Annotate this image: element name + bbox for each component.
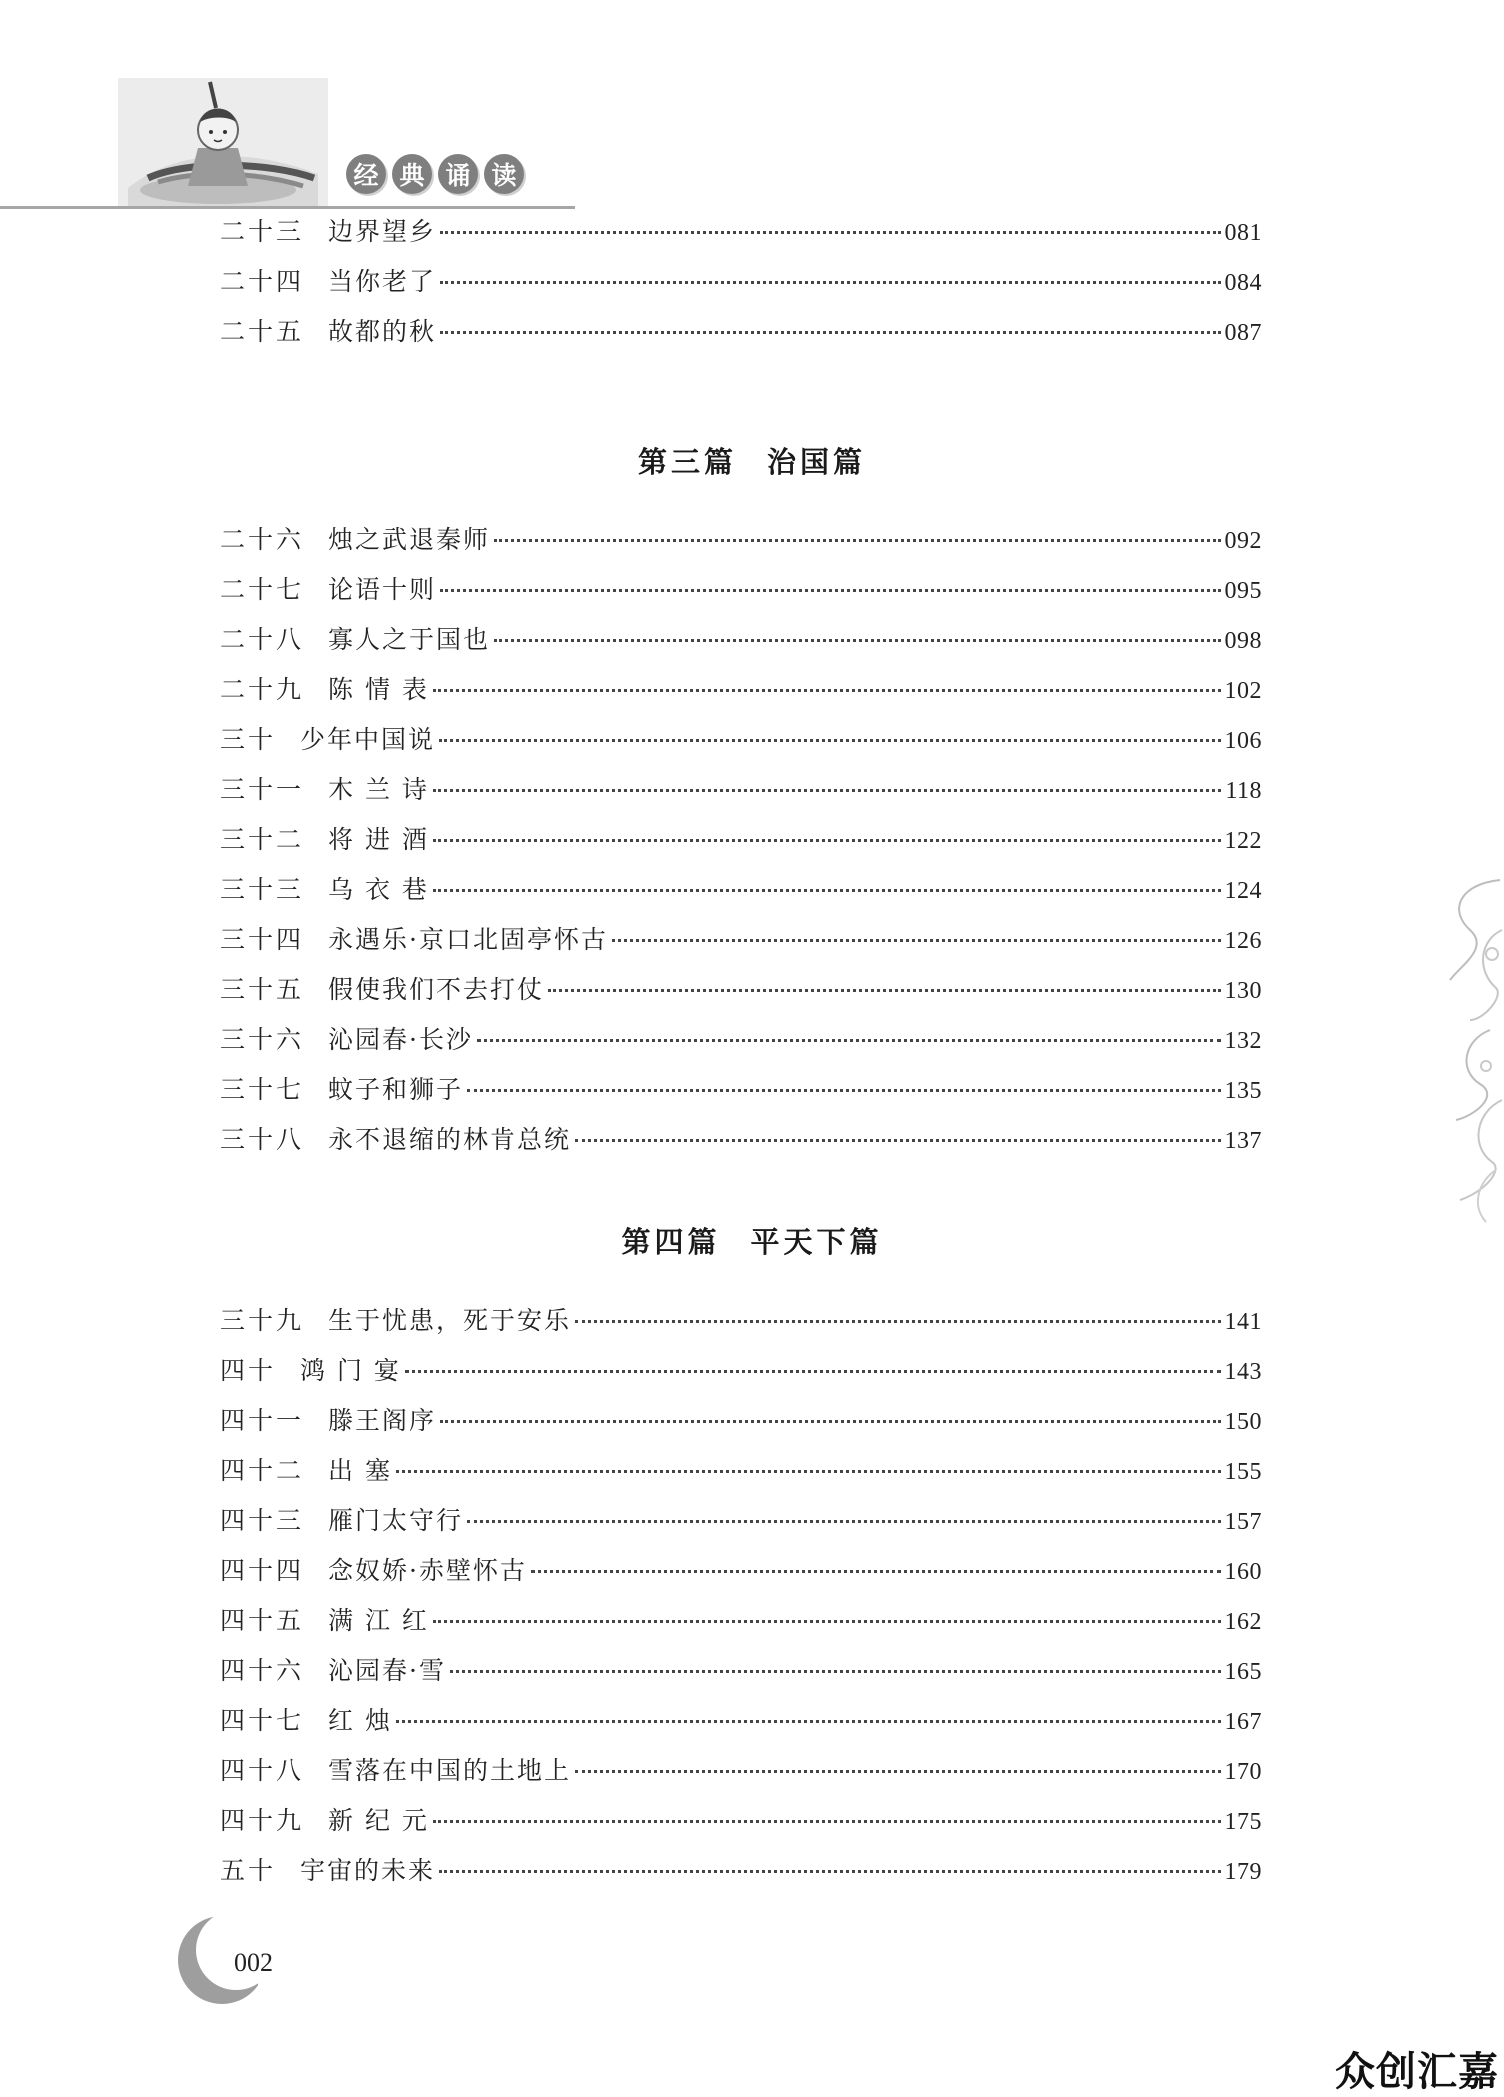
leader-dots: [494, 639, 1220, 642]
right-margin-ornament: [1440, 870, 1504, 1230]
entry-number: 四十九: [220, 1806, 305, 1835]
leader-dots: [477, 1039, 1221, 1042]
entry-page: 095: [1224, 578, 1262, 604]
title-char: 经: [346, 154, 386, 194]
leader-dots: [396, 1720, 1221, 1723]
entry-page: 137: [1224, 1128, 1262, 1154]
entry-page: 126: [1224, 928, 1262, 954]
entry-number: 三十: [220, 725, 277, 754]
entry-title: 出 塞: [328, 1456, 392, 1485]
entry-number: 四十五: [220, 1606, 305, 1635]
toc-entry: [220, 1596, 1262, 1646]
toc-entry: [220, 207, 1262, 257]
entry-number: 四十一: [220, 1406, 305, 1435]
entry-title: 满 江 红: [328, 1606, 429, 1635]
entry-title: 陈 情 表: [328, 675, 429, 704]
leader-dots: [548, 989, 1220, 992]
entry-title: 新 纪 元: [328, 1806, 429, 1835]
toc-entry: [220, 965, 1262, 1015]
entry-page: 118: [1225, 778, 1262, 804]
entry-page: 160: [1224, 1559, 1262, 1585]
entry-title: 论语十则: [328, 575, 437, 604]
entry-number: 四十三: [220, 1506, 305, 1535]
entry-number: 二十六: [220, 525, 305, 554]
leader-dots: [467, 1089, 1220, 1092]
entry-page: 130: [1224, 978, 1262, 1004]
entry-page: 106: [1224, 728, 1262, 754]
entry-title: 红 烛: [328, 1706, 392, 1735]
entry-title: 念奴娇·赤壁怀古: [328, 1556, 527, 1585]
toc-entry: [220, 765, 1262, 815]
entry-number: 三十七: [220, 1075, 305, 1104]
entry-number: 三十三: [220, 875, 305, 904]
entry-number: 三十二: [220, 825, 305, 854]
leader-dots: [440, 281, 1220, 284]
entry-title: 沁园春·长沙: [328, 1025, 473, 1054]
entry-number: 三十五: [220, 975, 305, 1004]
entry-page: 155: [1224, 1459, 1262, 1485]
entry-page: 098: [1224, 628, 1262, 654]
toc-entry: [220, 257, 1262, 307]
entry-number: 二十八: [220, 625, 305, 654]
section-heading: [0, 440, 1504, 481]
title-char: 诵: [438, 154, 478, 194]
leader-dots: [396, 1470, 1221, 1473]
section-name: 治国篇: [767, 445, 867, 479]
section-part: 第三篇: [637, 445, 737, 479]
toc-list: [220, 1296, 1262, 1896]
entry-number: 四十二: [220, 1456, 305, 1485]
entry-title: 宇宙的未来: [300, 1856, 436, 1885]
entry-number: 五十: [220, 1856, 277, 1885]
toc-entry: [220, 1115, 1262, 1165]
leader-dots: [433, 889, 1221, 892]
entry-page: 170: [1224, 1759, 1262, 1785]
title-char: 读: [484, 154, 524, 194]
entry-title: 乌 衣 巷: [328, 875, 429, 904]
entry-title: 永不退缩的林肯总统: [328, 1125, 572, 1154]
entry-page: 081: [1224, 220, 1262, 246]
entry-page: 092: [1224, 528, 1262, 554]
toc-entry: [220, 1346, 1262, 1396]
entry-title: 寡人之于国也: [328, 625, 491, 654]
entry-number: 二十七: [220, 575, 305, 604]
entry-page: 141: [1224, 1309, 1262, 1335]
entry-page: 102: [1224, 678, 1262, 704]
toc-entry: [220, 865, 1262, 915]
toc-entry: [220, 1696, 1262, 1746]
leader-dots: [575, 1139, 1220, 1142]
toc-entry: [220, 1396, 1262, 1446]
toc-list: [220, 207, 1262, 357]
toc-entry: [220, 565, 1262, 615]
leader-dots: [433, 789, 1221, 792]
leader-dots: [439, 739, 1220, 742]
entry-title: 永遇乐·京口北固亭怀古: [328, 925, 608, 954]
entry-number: 三十四: [220, 925, 305, 954]
leader-dots: [575, 1770, 1220, 1773]
entry-page: 150: [1224, 1409, 1262, 1435]
toc-entry: [220, 1846, 1262, 1896]
entry-number: 二十九: [220, 675, 305, 704]
entry-title: 生于忧患，死于安乐: [328, 1306, 572, 1335]
leader-dots: [467, 1520, 1220, 1523]
entry-page: 143: [1224, 1359, 1262, 1385]
entry-number: 三十八: [220, 1125, 305, 1154]
entry-number: 四十七: [220, 1706, 305, 1735]
toc-entry: [220, 515, 1262, 565]
entry-title: 边界望乡: [328, 217, 437, 246]
toc-entry: [220, 1646, 1262, 1696]
entry-number: 三十一: [220, 775, 305, 804]
entry-number: 四十八: [220, 1756, 305, 1785]
entry-number: 三十九: [220, 1306, 305, 1335]
toc-entry: [220, 1015, 1262, 1065]
entry-page: 157: [1224, 1509, 1262, 1535]
leader-dots: [433, 689, 1221, 692]
entry-title: 故都的秋: [328, 317, 437, 346]
section-heading: [0, 1220, 1504, 1261]
entry-number: 四十: [220, 1356, 277, 1385]
page-number: 002: [234, 1948, 273, 1977]
entry-title: 将 进 酒: [328, 825, 429, 854]
entry-title: 当你老了: [328, 267, 437, 296]
entry-page: 124: [1224, 878, 1262, 904]
entry-page: 175: [1224, 1809, 1262, 1835]
entry-title: 蚊子和狮子: [328, 1075, 464, 1104]
entry-page: 132: [1224, 1028, 1262, 1054]
entry-page: 167: [1224, 1709, 1262, 1735]
entry-page: 084: [1224, 270, 1262, 296]
leader-dots: [440, 589, 1220, 592]
title-char: 典: [392, 154, 432, 194]
entry-page: 165: [1224, 1659, 1262, 1685]
entry-title: 鸿 门 宴: [300, 1356, 401, 1385]
leader-dots: [612, 939, 1221, 942]
watermark-text: 众创汇嘉: [1335, 2049, 1499, 2095]
leader-dots: [405, 1370, 1221, 1373]
toc-entry: [220, 1746, 1262, 1796]
leader-dots: [439, 1870, 1220, 1873]
toc-entry: [220, 915, 1262, 965]
entry-title: 木 兰 诗: [328, 775, 429, 804]
leader-dots: [433, 1620, 1221, 1623]
toc-entry: [220, 1546, 1262, 1596]
leader-dots: [440, 1420, 1220, 1423]
entry-title: 烛之武退秦师: [328, 525, 491, 554]
entry-page: 179: [1224, 1859, 1262, 1885]
leader-dots: [433, 839, 1221, 842]
entry-title: 雁门太守行: [328, 1506, 464, 1535]
toc-entry: [220, 715, 1262, 765]
leader-dots: [440, 231, 1220, 234]
toc-entry: [220, 665, 1262, 715]
entry-page: 162: [1224, 1609, 1262, 1635]
toc-entry: [220, 1496, 1262, 1546]
leader-dots: [440, 331, 1220, 334]
book-series-title: [346, 154, 524, 194]
entry-number: 二十三: [220, 217, 305, 246]
section-part: 第四篇: [621, 1225, 721, 1259]
toc-entry: [220, 1446, 1262, 1496]
leader-dots: [433, 1820, 1221, 1823]
leader-dots: [531, 1570, 1221, 1573]
toc-entry: [220, 1796, 1262, 1846]
toc-list: [220, 515, 1262, 1165]
toc-entry: [220, 815, 1262, 865]
entry-title: 沁园春·雪: [328, 1656, 446, 1685]
leader-dots: [494, 539, 1220, 542]
leader-dots: [575, 1320, 1220, 1323]
entry-page: 122: [1224, 828, 1262, 854]
entry-page: 135: [1224, 1078, 1262, 1104]
entry-title: 滕王阁序: [328, 1406, 437, 1435]
entry-number: 二十五: [220, 317, 305, 346]
entry-title: 假使我们不去打仗: [328, 975, 545, 1004]
entry-number: 四十六: [220, 1656, 305, 1685]
toc-entry: [220, 1296, 1262, 1346]
entry-title: 雪落在中国的土地上: [328, 1756, 572, 1785]
entry-number: 三十六: [220, 1025, 305, 1054]
entry-number: 二十四: [220, 267, 305, 296]
section-name: 平天下篇: [750, 1225, 883, 1259]
reading-child-illustration: [118, 78, 328, 208]
entry-number: 四十四: [220, 1556, 305, 1585]
toc-entry: [220, 615, 1262, 665]
toc-entry: [220, 1065, 1262, 1115]
entry-page: 087: [1224, 320, 1262, 346]
leader-dots: [450, 1670, 1221, 1673]
page-header: [0, 0, 580, 215]
toc-entry: [220, 307, 1262, 357]
entry-title: 少年中国说: [300, 725, 436, 754]
